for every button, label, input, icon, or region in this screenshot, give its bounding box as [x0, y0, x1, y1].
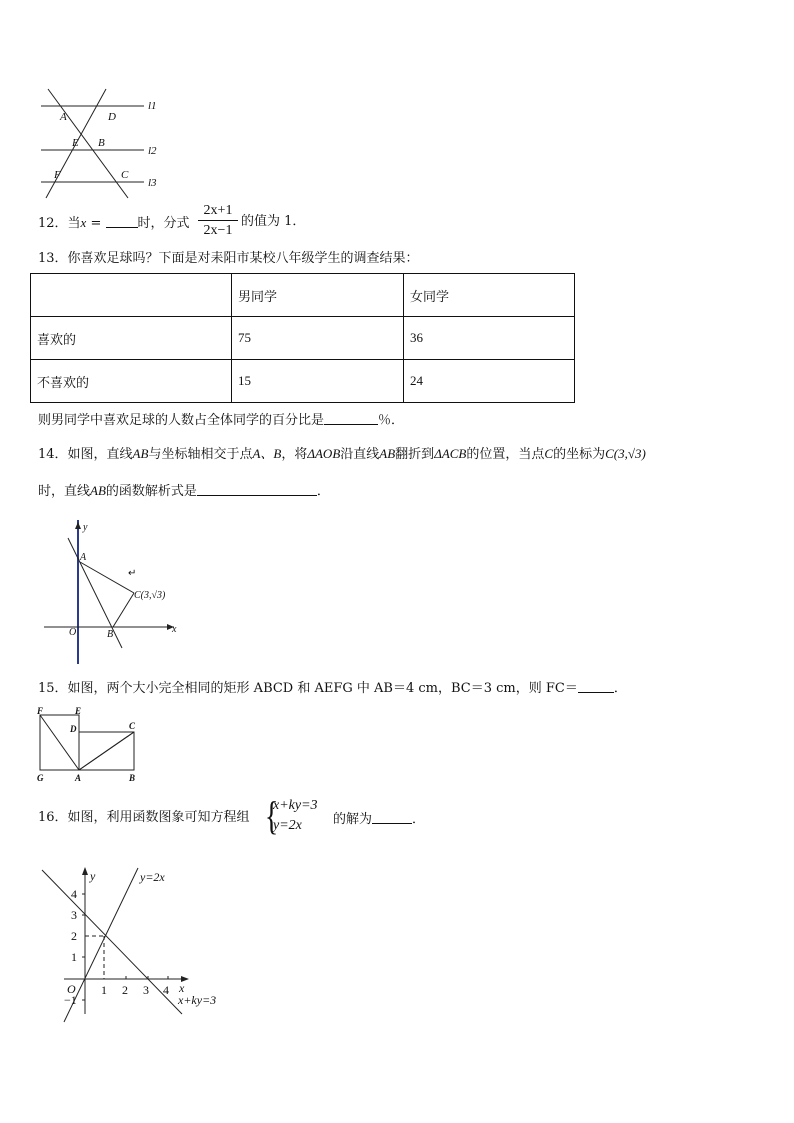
q14-text: 14．如图，直线 [38, 447, 133, 462]
table-header-cell [31, 274, 232, 317]
q14-text: 与坐标轴相交于点 [148, 447, 253, 462]
q16-eq-2: y=2x [273, 818, 302, 833]
q14-text: ． [316, 484, 330, 499]
q16-y-axis-label: y [90, 869, 96, 883]
q16-y-tick: 1 [71, 950, 77, 964]
point-label-d: D [108, 111, 116, 123]
q16-y-tick: 2 [71, 929, 77, 943]
q12-blank [106, 214, 138, 228]
q14-text: 翻折到 [395, 447, 435, 462]
table-cell: 36 [404, 317, 575, 360]
table-cell: 不喜欢的 [31, 360, 232, 403]
q15-text: 15．如图，两个大小完全相同的矩形 ABCD 和 AEFG 中 AB＝4 cm，BC＝3 cm，则 FC＝ [38, 681, 578, 696]
line-label-l1: l1 [148, 100, 157, 112]
q15-blank [578, 679, 614, 693]
q16-y-tick: 3 [71, 908, 77, 922]
q12-mid-text: 时，分式 [137, 216, 190, 231]
parallel-lines-figure [36, 84, 166, 202]
q16-origin-label: O [67, 982, 76, 996]
q15-fig-label-g: G [37, 773, 44, 783]
q16-x-tick: 3 [143, 983, 149, 997]
point-label-e: E [72, 137, 79, 149]
fraction-bar [198, 220, 238, 221]
q13-followup-text: 则男同学中喜欢足球的人数占全体同学的百分比是 [38, 413, 325, 428]
q12-denominator: 2x−1 [203, 223, 233, 238]
point-label-f: F [54, 169, 61, 181]
table-cell: 15 [232, 360, 404, 403]
question-12 [38, 214, 190, 232]
q14-ab: AB [379, 446, 396, 461]
table-cell: 75 [232, 317, 404, 360]
q14-points: A、B [252, 446, 282, 461]
q14-triangle-acb: ΔACB [434, 446, 467, 461]
q16-y-tick: 4 [71, 887, 77, 901]
return-mark-icon: ↵ [128, 568, 137, 579]
q16-blank [372, 810, 412, 824]
q16-x-axis-label: x [179, 981, 185, 995]
q16-graph [38, 864, 228, 1030]
q16-equation-system [273, 796, 318, 836]
question-14-line-2 [38, 482, 330, 500]
q12-numerator: 2x+1 [203, 203, 233, 218]
q15-fig-label-c: C [129, 721, 136, 731]
question-16-lead: 16．如图，利用函数图象可知方程组 [38, 810, 250, 825]
question-15 [38, 679, 627, 697]
q15-fig-label-e: E [75, 706, 82, 716]
q16-text-end: ． [412, 812, 426, 827]
q16-eq-1: x+ky=3 [273, 798, 318, 813]
question-16-tail [333, 810, 425, 828]
point-label-a: A [60, 111, 67, 123]
q14-c: C [544, 446, 554, 461]
table-header-cell: 女同学 [404, 274, 575, 317]
table-row [31, 317, 575, 360]
q15-text-end: ． [613, 681, 627, 696]
table-header-row [31, 274, 575, 317]
q14-ab: AB [90, 483, 106, 498]
point-label-b: B [98, 137, 105, 149]
q14-triangle-aob: ΔAOB [307, 446, 341, 461]
q12-number: 12．当 [38, 216, 81, 231]
q14-text: 的坐标为 [553, 447, 606, 462]
q14-ab: AB [132, 446, 149, 461]
q16-brace-icon: { [264, 793, 279, 838]
line-label-l2: l2 [148, 145, 157, 157]
question-14-line-1 [38, 446, 646, 463]
q12-tail: 的值为 1． [241, 214, 306, 229]
q16-x-tick: 2 [122, 983, 128, 997]
q14-coord: C(3,√3) [605, 446, 646, 461]
q15-figure [34, 705, 144, 785]
q16-y-tick: −1 [64, 993, 77, 1007]
q13-blank [324, 411, 378, 425]
q14-text: 沿直线 [340, 447, 380, 462]
q14-text: 时，直线 [38, 484, 91, 499]
survey-table [30, 273, 575, 403]
q16-x-tick: 4 [163, 983, 169, 997]
table-cell: 喜欢的 [31, 317, 232, 360]
q12-var: x [80, 215, 87, 230]
q14-fig-label-o: O [69, 627, 77, 638]
q14-text: 的函数解析式是 [105, 484, 197, 499]
q13-followup-end: ％． [378, 413, 405, 428]
q14-fig-label-c: C(3,√3) [134, 590, 166, 601]
q12-fraction [198, 202, 238, 239]
q16-line2-label: x+ky=3 [178, 993, 217, 1007]
q16-x-tick: 1 [101, 983, 107, 997]
q14-blank [197, 482, 317, 496]
table-header-cell: 男同学 [232, 274, 404, 317]
q14-figure [40, 518, 190, 668]
question-13: 13．你喜欢足球吗？下面是对耒阳市某校八年级学生的调查结果： [38, 251, 419, 266]
q15-fig-label-a: A [75, 773, 82, 783]
q16-line1-label: y=2x [140, 870, 165, 884]
table-row [31, 360, 575, 403]
q14-fig-label-a: A [80, 552, 87, 563]
line-label-l3: l3 [148, 177, 157, 189]
q14-text: ，将 [281, 447, 308, 462]
q14-fig-label-x: x [172, 624, 177, 635]
q15-fig-label-b: B [129, 773, 136, 783]
q13-followup [38, 411, 404, 429]
q15-fig-label-d: D [70, 724, 77, 734]
table-cell: 24 [404, 360, 575, 403]
point-label-c: C [121, 169, 129, 181]
q16-text: 的解为 [333, 812, 373, 827]
q14-text: 的位置，当点 [466, 447, 545, 462]
q12-eq: = [90, 216, 102, 231]
q14-fig-label-y: y [83, 522, 88, 533]
q14-fig-label-b: B [107, 629, 114, 640]
q15-fig-label-f: F [37, 706, 44, 716]
